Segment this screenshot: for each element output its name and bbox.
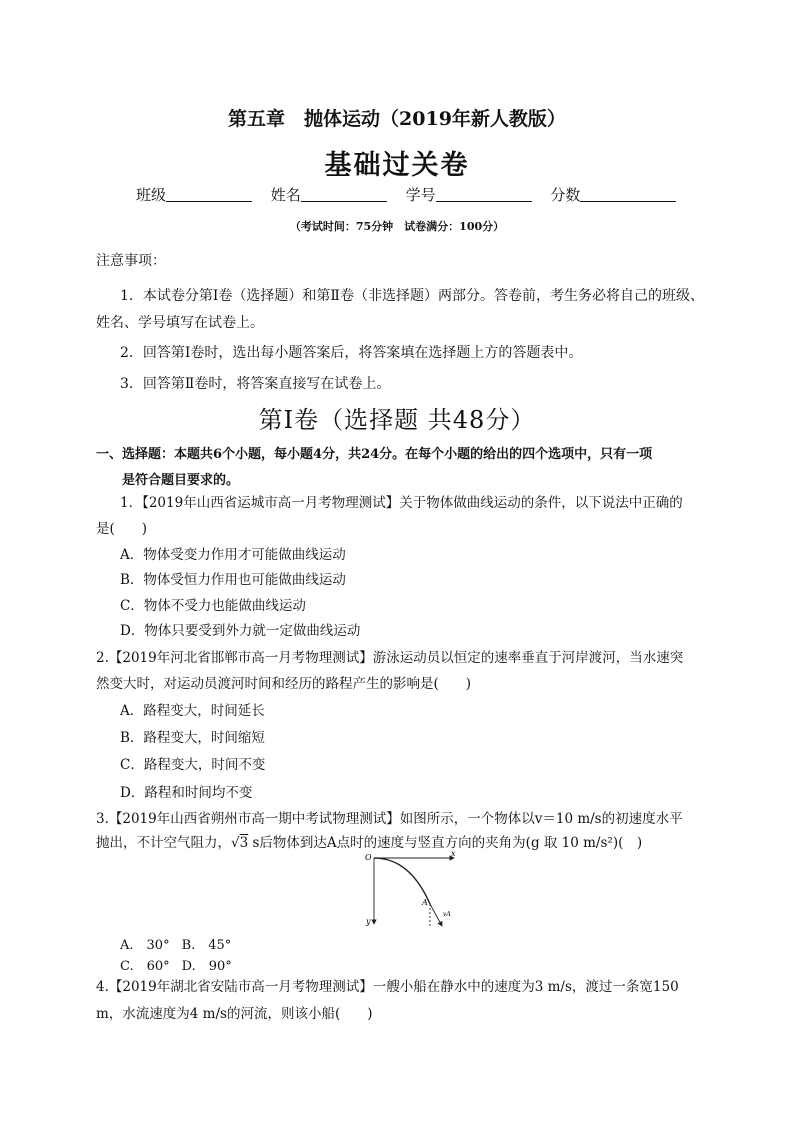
x-axis-label: x — [451, 850, 456, 858]
note-item: 2．回答第Ⅰ卷时，选出每小题答案后，将答案填在选择题上方的答题表中。 — [120, 345, 583, 361]
score-label: 分数 — [550, 186, 581, 204]
name-blank — [301, 185, 387, 202]
velocity-label: vA — [443, 911, 451, 918]
velocity-arrow — [430, 904, 442, 926]
exam-meta: （考试时间：75分钟 试卷满分：100分） — [289, 220, 505, 233]
origin-label: O — [365, 853, 372, 862]
projectile-figure — [362, 850, 462, 932]
question-3-options-row2 — [120, 955, 232, 974]
y-axis-label: y — [366, 917, 371, 926]
question-1-option-b: B．物体受恒力作用也可能做曲线运动 — [120, 572, 346, 588]
question-4-stem-cont: m，水流速度为4 m/s的河流，则该小船( ) — [96, 1006, 373, 1022]
question-2-option-d: D．路程和时间均不变 — [120, 785, 253, 801]
section-title: 第Ⅰ卷（选择题 共48分） — [258, 406, 536, 434]
question-2-option-c: C．路程变大，时间不变 — [120, 757, 266, 773]
question-3-option-b: B. 45° — [181, 938, 232, 953]
question-3-option-d: D. 90° — [181, 959, 232, 974]
question-3-option-c: C. 60° — [120, 959, 170, 974]
question-2-option-a: A．路程变大，时间延长 — [120, 703, 265, 719]
question-1-option-a: A．物体受变力作用才可能做曲线运动 — [120, 547, 346, 563]
student-id-blank — [436, 185, 532, 202]
chapter-title: 第五章 抛体运动（2019年新人教版） — [228, 108, 566, 130]
question-3-option-a: A. 30° — [120, 938, 170, 953]
question-1-option-c: C．物体不受力也能做曲线运动 — [120, 598, 306, 614]
question-1-stem-cont: 是( ) — [96, 521, 148, 537]
section-instructions — [96, 442, 708, 494]
note-item: 3．回答第Ⅱ卷时，将答案直接写在试卷上。 — [120, 376, 391, 392]
instructions-line: 一、选择题：本题共6个小题，每小题4分，共24分。在每个小题的给出的四个选项中，只有一项 — [96, 447, 653, 462]
point-a-label: A — [422, 898, 428, 907]
sqrt-value: 3 — [239, 835, 249, 851]
question-2-stem-cont: 然变大时，对运动员渡河时间和经历的路程产生的影响是( ) — [96, 676, 472, 692]
page-title: 基础过关卷 — [324, 150, 470, 181]
question-4-stem: 4.【2019年湖北省安陆市高一月考物理测试】一艘小船在静水中的速度为3 m/s，渡过一条宽150 — [96, 979, 679, 995]
question-3-stem-post: s后物体到达A点时的速度与竖直方向的夹角为(g 取 10 m/s²)( ) — [248, 835, 643, 851]
question-1-option-d: D．物体只要受到外力就一定做曲线运动 — [120, 623, 361, 639]
question-2-stem: 2.【2019年河北省邯郸市高一月考物理测试】游泳运动员以恒定的速率垂直于河岸渡河，当水速突 — [96, 650, 684, 666]
instructions-line: 是符合题目要求的。 — [122, 473, 240, 488]
notes-heading: 注意事项： — [96, 253, 166, 269]
student-info-row — [136, 184, 676, 205]
question-3-stem: 3.【2019年山西省朔州市高一期中考试物理测试】如图所示，一个物体以v＝10 m/s的初速度水平 — [96, 811, 683, 827]
student-id-label: 学号 — [405, 186, 436, 204]
sqrt-symbol: √ — [231, 835, 240, 851]
question-1-stem: 1．【2019年山西省运城市高一月考物理测试】关于物体做曲线运动的条件，以下说法中正确的 — [120, 495, 683, 511]
question-2-option-b: B．路程变大，时间缩短 — [120, 730, 265, 746]
note-item: 1．本试卷分第Ⅰ卷（选择题）和第Ⅱ卷（非选择题）两部分。答卷前，考生务必将自己的班级、姓名、学号填写在试卷上。 — [96, 288, 704, 331]
question-3-options-row1 — [120, 934, 231, 953]
class-blank — [166, 185, 252, 202]
class-label: 班级 — [136, 186, 167, 204]
question-3-stem-pre: 抛出，不计空气阻力， — [96, 835, 231, 851]
score-blank — [580, 185, 676, 202]
name-label: 姓名 — [270, 186, 301, 204]
